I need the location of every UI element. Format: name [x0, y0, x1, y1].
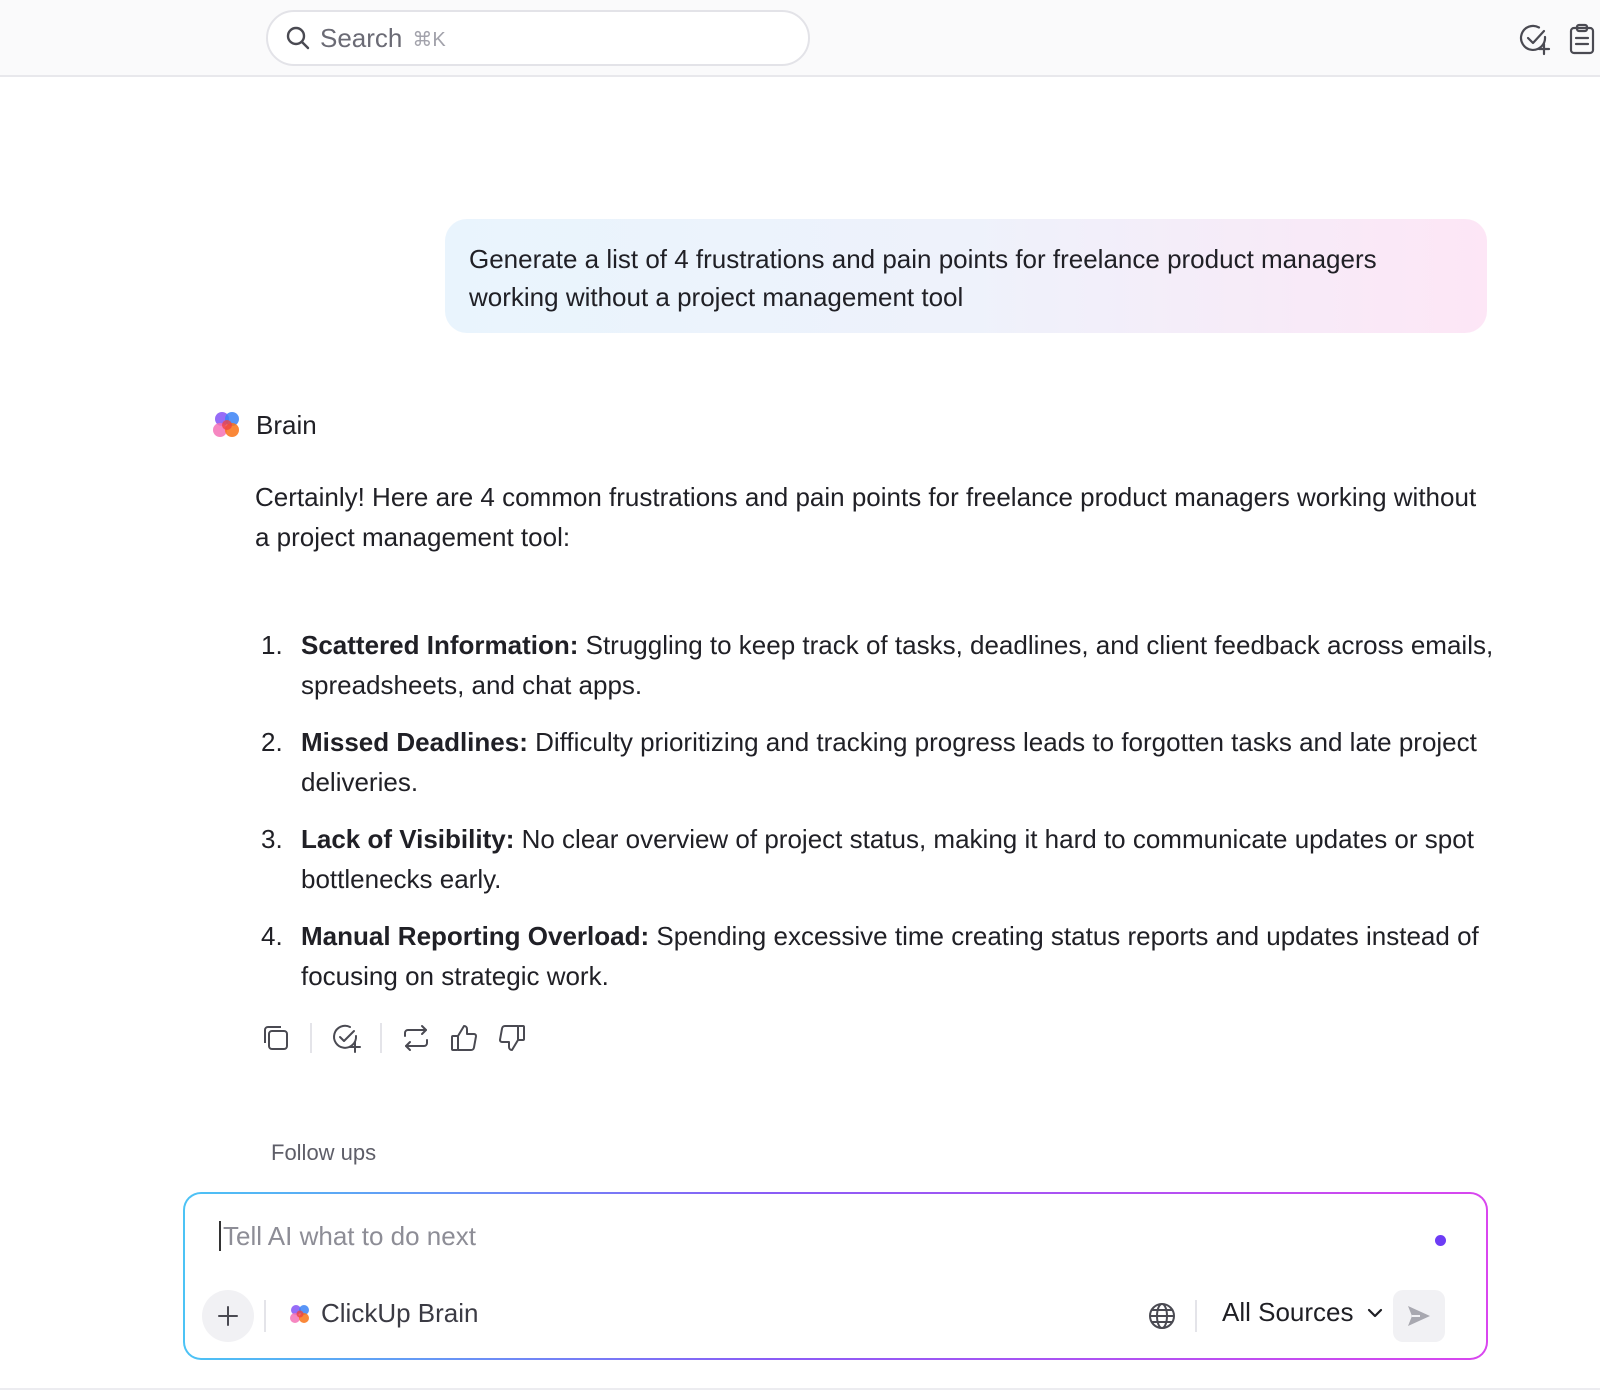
model-selector[interactable]: [287, 1298, 479, 1329]
task-check-icon[interactable]: [1518, 22, 1552, 56]
action-divider: [310, 1023, 312, 1053]
top-bar: [0, 0, 1600, 77]
action-divider: [380, 1023, 382, 1053]
assistant-header: [208, 406, 317, 444]
list-item-text: Difficulty prioritizing and tracking progress leads to forgotten tasks and late project deliveries.: [301, 727, 1477, 797]
thumbs-up-button[interactable]: [448, 1022, 480, 1054]
list-item: [255, 819, 1495, 899]
clipboard-icon[interactable]: [1565, 22, 1599, 56]
regenerate-button[interactable]: [400, 1022, 432, 1054]
composer-divider: [264, 1300, 266, 1332]
copy-icon: [260, 1022, 292, 1054]
list-item-term: Scattered Information:: [301, 630, 579, 660]
create-task-button[interactable]: [330, 1022, 362, 1054]
thumbs-down-icon: [496, 1022, 528, 1054]
thumbs-up-icon: [448, 1022, 480, 1054]
globe-icon[interactable]: [1147, 1301, 1177, 1331]
task-check-icon: [330, 1022, 362, 1054]
list-item-term: Manual Reporting Overload:: [301, 921, 650, 951]
user-message-bubble: Generate a list of 4 frustrations and pain points for freelance product managers working without a project management tool: [445, 219, 1487, 333]
list-item-term: Lack of Visibility:: [301, 824, 515, 854]
list-item: [255, 722, 1495, 802]
search-label: Search: [320, 22, 403, 53]
search-icon: [284, 24, 312, 52]
follow-ups-label: Follow ups: [271, 1140, 377, 1165]
send-button[interactable]: [1393, 1290, 1445, 1342]
list-item-text: No clear overview of project status, making it hard to communicate updates or spot bottlenecks early.: [301, 824, 1474, 894]
list-item-number: 4.: [261, 921, 283, 951]
add-attachment-button[interactable]: [202, 1290, 254, 1342]
assistant-name: Brain: [256, 409, 317, 440]
list-item-number: 1.: [261, 630, 283, 660]
model-label: ClickUp Brain: [321, 1298, 479, 1328]
ai-composer: [183, 1192, 1488, 1360]
regenerate-icon: [400, 1022, 432, 1054]
brain-logo-icon: [287, 1301, 313, 1327]
status-dot: [1435, 1235, 1446, 1246]
plus-icon: [216, 1304, 240, 1328]
sources-dropdown[interactable]: [1222, 1297, 1386, 1328]
list-item-number: 3.: [261, 824, 283, 854]
prompt-input[interactable]: Tell AI what to do next: [219, 1221, 476, 1251]
search-shortcut: ⌘K: [412, 28, 446, 51]
list-item-text: Spending excessive time creating status reports and updates instead of focusing on strategic work.: [301, 921, 1479, 991]
pain-points-list: [255, 625, 1495, 1013]
copy-button[interactable]: [260, 1022, 292, 1054]
assistant-intro: Certainly! Here are 4 common frustrations and pain points for freelance product managers working without a project management tool:: [255, 482, 1477, 552]
composer-divider: [1195, 1300, 1197, 1332]
list-item: [255, 916, 1495, 996]
response-actions: [260, 1022, 528, 1054]
sources-label: All Sources: [1222, 1297, 1354, 1327]
list-item: [255, 625, 1495, 705]
search-bar[interactable]: [266, 10, 810, 66]
send-icon: [1405, 1302, 1433, 1330]
bottom-divider: [0, 1388, 1600, 1390]
list-item-number: 2.: [261, 727, 283, 757]
brain-logo-icon: [208, 406, 246, 444]
chevron-down-icon: [1364, 1302, 1386, 1324]
thumbs-down-button[interactable]: [496, 1022, 528, 1054]
list-item-text: Struggling to keep track of tasks, deadlines, and client feedback across emails, spreadsheets, and chat apps.: [301, 630, 1494, 700]
list-item-term: Missed Deadlines:: [301, 727, 528, 757]
